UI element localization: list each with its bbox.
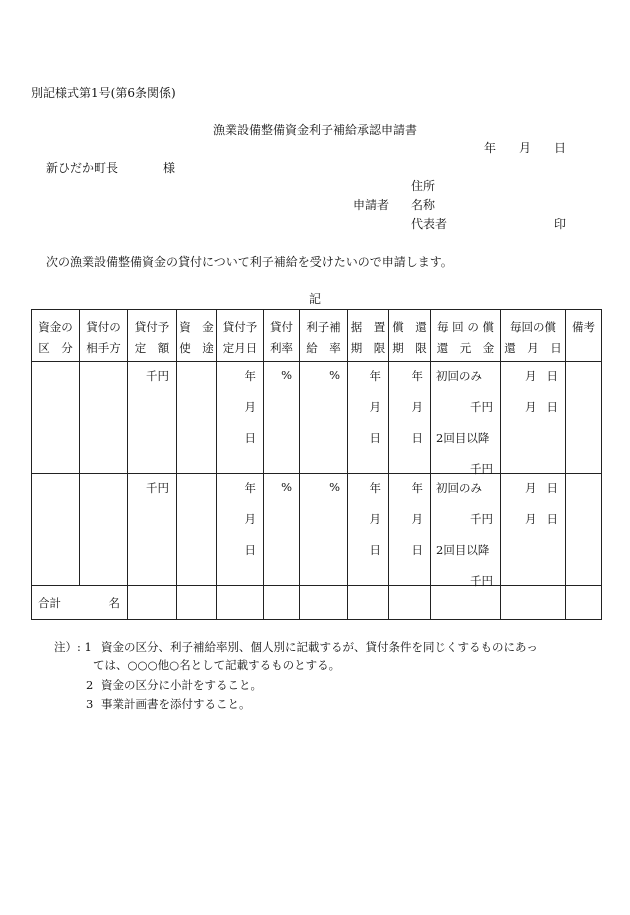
header-cell: 資 金 使 途 bbox=[177, 310, 217, 362]
loan-amount-cell[interactable]: 千円 bbox=[128, 362, 177, 474]
total-cell[interactable] bbox=[177, 586, 217, 620]
header-cell: 利子補 給 率 bbox=[300, 310, 348, 362]
grace-period-cell[interactable]: 年 月 日 bbox=[348, 474, 389, 586]
note-1-line-1: 資金の区分、利子補給率別、個人別に記載するが、貸付条件を同じくするものにあっ bbox=[101, 640, 538, 654]
date-day: 日 bbox=[554, 141, 567, 155]
loan-rate-cell[interactable]: % bbox=[264, 362, 300, 474]
header-cell: 貸付の 相手方 bbox=[80, 310, 128, 362]
remarks-cell[interactable] bbox=[566, 362, 602, 474]
header-cell: 償 還 期 限 bbox=[389, 310, 431, 362]
total-cell[interactable] bbox=[128, 586, 177, 620]
table-row bbox=[32, 362, 602, 474]
fund-use-cell[interactable] bbox=[177, 474, 217, 586]
ki-heading: 記 bbox=[308, 292, 321, 306]
subsidy-rate-cell[interactable]: % bbox=[300, 474, 348, 586]
borrower-cell[interactable] bbox=[80, 474, 128, 586]
total-cell[interactable] bbox=[348, 586, 389, 620]
header-cell: 備考 bbox=[566, 310, 602, 362]
total-cell[interactable] bbox=[389, 586, 431, 620]
header-cell: 資金の 区 分 bbox=[32, 310, 80, 362]
total-cell[interactable] bbox=[264, 586, 300, 620]
repayment-date-cell[interactable]: 月 日 月 日 bbox=[501, 474, 566, 586]
note-3: 事業計画書を添付すること。 bbox=[101, 697, 251, 711]
seal-mark: 印 bbox=[554, 217, 567, 231]
fund-category-cell[interactable] bbox=[32, 362, 80, 474]
total-label: 合計 bbox=[38, 596, 61, 610]
name-label: 名称 bbox=[411, 198, 436, 212]
header-cell: 貸付予 定月日 bbox=[217, 310, 264, 362]
representative-label: 代表者 bbox=[411, 217, 448, 231]
total-cell[interactable] bbox=[300, 586, 348, 620]
note-2: 資金の区分に小計をすること。 bbox=[101, 678, 262, 692]
header-cell: 毎回の償 還 月 日 bbox=[501, 310, 566, 362]
body-text: 次の漁業設備整備資金の貸付について利子補給を受けたいので申請します。 bbox=[46, 255, 453, 269]
fund-category-cell[interactable] bbox=[32, 474, 80, 586]
form-title: 漁業設備整備資金利子補給承認申請書 bbox=[212, 123, 417, 137]
repayment-principal-cell[interactable]: 初回のみ 千円 2回目以降 千円 bbox=[431, 474, 501, 586]
subsidy-rate-cell[interactable]: % bbox=[300, 362, 348, 474]
remarks-cell[interactable] bbox=[566, 474, 602, 586]
loan-rate-cell[interactable]: % bbox=[264, 474, 300, 586]
form-number: 別記様式第1号(第6条関係) bbox=[31, 86, 176, 100]
note-3-number: 3 bbox=[86, 697, 94, 711]
fund-use-cell[interactable] bbox=[177, 362, 217, 474]
grace-period-cell[interactable]: 年 月 日 bbox=[348, 362, 389, 474]
total-cell[interactable] bbox=[431, 586, 501, 620]
notes-prefix: 注）: 1 bbox=[54, 640, 92, 654]
total-cell[interactable] bbox=[501, 586, 566, 620]
header-cell: 貸付 利率 bbox=[264, 310, 300, 362]
total-row bbox=[32, 586, 602, 620]
loan-amount-cell[interactable]: 千円 bbox=[128, 474, 177, 586]
borrower-cell[interactable] bbox=[80, 362, 128, 474]
loan-date-cell[interactable]: 年 月 日 bbox=[217, 474, 264, 586]
date-year: 年 bbox=[484, 141, 497, 155]
note-1-line-2: ては、○○○他○名として記載するものとする。 bbox=[93, 658, 341, 672]
total-cell[interactable] bbox=[566, 586, 602, 620]
addressee-honorific: 様 bbox=[163, 161, 176, 175]
table-row bbox=[32, 474, 602, 586]
loan-table bbox=[31, 309, 602, 620]
address-label: 住所 bbox=[411, 179, 436, 193]
total-unit: 名 bbox=[108, 596, 120, 610]
repayment-principal-cell[interactable]: 初回のみ 千円 2回目以降 千円 bbox=[431, 362, 501, 474]
repayment-period-cell[interactable]: 年 月 日 bbox=[389, 474, 431, 586]
header-cell: 据 置 期 限 bbox=[348, 310, 389, 362]
table-header-row bbox=[32, 310, 602, 362]
repayment-period-cell[interactable]: 年 月 日 bbox=[389, 362, 431, 474]
header-cell: 貸付予 定 額 bbox=[128, 310, 177, 362]
total-label-cell bbox=[32, 586, 128, 620]
header-cell: 毎 回 の 償 還 元 金 bbox=[431, 310, 501, 362]
date-month: 月 bbox=[519, 141, 532, 155]
addressee-name: 新ひだか町長 bbox=[46, 161, 119, 175]
note-2-number: 2 bbox=[86, 678, 94, 692]
total-cell[interactable] bbox=[217, 586, 264, 620]
applicant-label: 申請者 bbox=[353, 198, 390, 212]
loan-date-cell[interactable]: 年 月 日 bbox=[217, 362, 264, 474]
repayment-date-cell[interactable]: 月 日 月 日 bbox=[501, 362, 566, 474]
